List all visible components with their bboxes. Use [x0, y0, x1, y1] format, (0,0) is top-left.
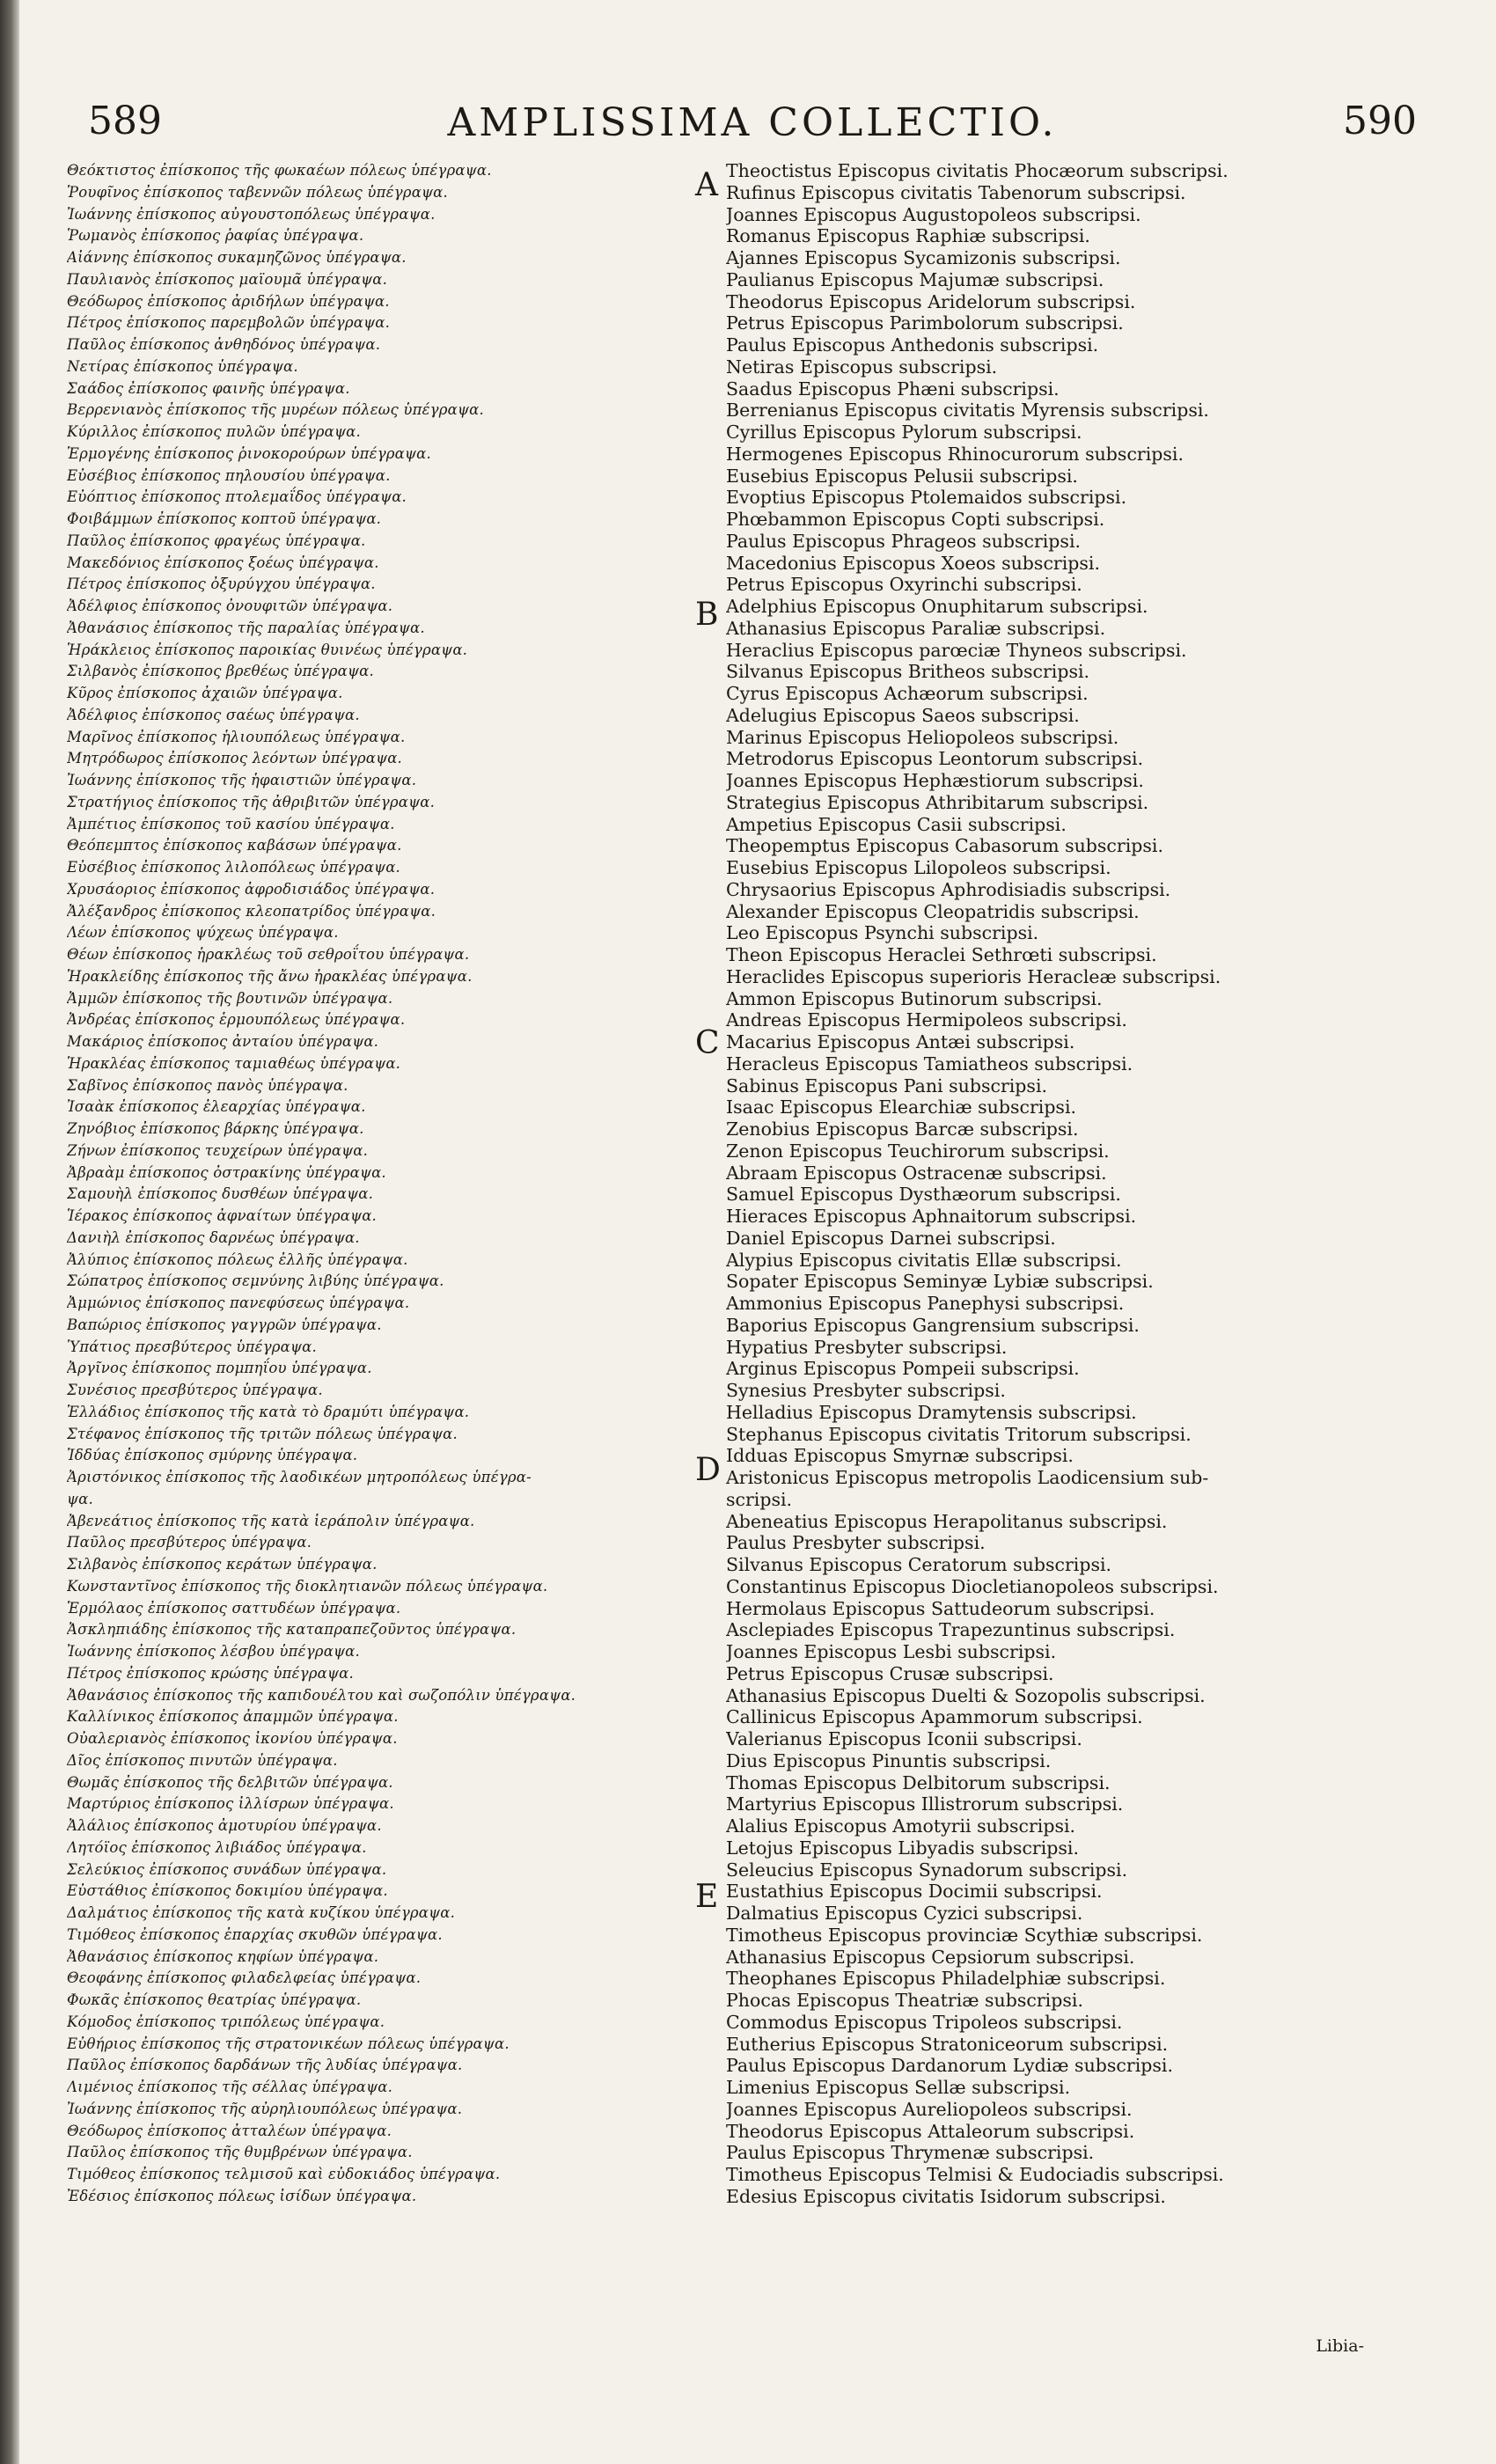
greek-line: Εὐσέβιος ἐπίσκοπος λιλοπόλεως ὑπέγραψα.	[67, 859, 400, 876]
greek-line: Παῦλος ἐπίσκοπος ἀνθηδόνος ὑπέγραψα.	[67, 336, 381, 353]
greek-line: Παῦλος ἐπίσκοπος τῆς θυμβρένων ὑπέγραψα.	[67, 2144, 413, 2161]
latin-line: Adelugius Episcopus Saeos subscripsi.	[726, 704, 1080, 726]
greek-line: Εὐσέβιος ἐπίσκοπος πηλουσίου ὑπέγραψα.	[67, 466, 391, 484]
latin-line: Paulus Presbyter subscripsi.	[726, 1532, 986, 1554]
latin-line: Phocas Episcopus Theatriæ subscripsi.	[726, 1990, 1083, 2011]
latin-line: Eusebius Episcopus Lilopoleos subscripsi.	[726, 857, 1111, 878]
catchword: Libia-	[1316, 2336, 1364, 2356]
section-marker-c: C	[695, 1025, 720, 1061]
latin-line: Samuel Episcopus Dysthæorum subscripsi.	[726, 1184, 1121, 1206]
latin-line: Thomas Episcopus Delbitorum subscripsi.	[726, 1771, 1111, 1793]
latin-line: Commodus Episcopus Tripoleos subscripsi.	[726, 2011, 1123, 2033]
latin-line: Rufinus Episcopus civitatis Tabenorum subscripsi.	[726, 181, 1186, 203]
greek-line: Παυλιανὸς ἐπίσκοπος μαϊουμᾶ ὑπέγραψα.	[67, 270, 388, 288]
greek-line: Ἀλύπιος ἐπίσκοπος πόλεως ἐλλῆς ὑπέγραψα.	[67, 1250, 408, 1268]
greek-column	[67, 160, 683, 2208]
latin-line: Phœbammon Episcopus Copti subscripsi.	[726, 509, 1105, 530]
greek-line: Ἰδδύας ἐπίσκοπος σμύρνης ὑπέγραψα.	[67, 1447, 358, 1464]
latin-line: Macarius Episcopus Antæi subscripsi.	[726, 1031, 1075, 1052]
greek-line: Ἀμπέτιος ἐπίσκοπος τοῦ κασίου ὑπέγραψα.	[67, 815, 395, 832]
greek-line: Ἰωάννης ἐπίσκοπος λέσβου ὑπέγραψα.	[67, 1643, 360, 1660]
latin-line: Metrodorus Episcopus Leontorum subscripsi.	[726, 748, 1144, 770]
latin-line: Romanus Episcopus Raphiæ subscripsi.	[726, 225, 1090, 247]
greek-line: Σώπατρος ἐπίσκοπος σεμνύνης λιβύης ὑπέγραψα.	[67, 1272, 444, 1290]
greek-line: Ἀθανάσιος ἐπίσκοπος τῆς καπιδουέλτου καὶ σωζοπόλιν ὑπέγραψα.	[67, 1686, 576, 1704]
latin-line: Timotheus Episcopus Telmisi & Eudociadis subscripsi.	[726, 2164, 1224, 2185]
latin-line: Idduas Episcopus Smyrnæ subscripsi.	[726, 1445, 1074, 1467]
greek-line: Εὐθήριος ἐπίσκοπος τῆς στρατονικέων πόλεως ὑπέγραψα.	[67, 2035, 510, 2052]
greek-line: Ῥουφῖνος ἐπίσκοπος ταβεννῶν πόλεως ὑπέγραψα.	[67, 183, 448, 201]
latin-line: Saadus Episcopus Phæni subscripsi.	[726, 378, 1060, 400]
latin-line: Constantinus Episcopus Diocletianopoleos subscripsi.	[726, 1575, 1219, 1597]
greek-line: Σιλβανὸς ἐπίσκοπος βρεθέως ὑπέγραψα.	[67, 663, 374, 680]
latin-line: Zenon Episcopus Teuchirorum subscripsi.	[726, 1140, 1110, 1162]
latin-line: Ajannes Episcopus Sycamizonis subscripsi.	[726, 247, 1121, 268]
greek-line: Θωμᾶς ἐπίσκοπος τῆς δελβιτῶν ὑπέγραψα.	[67, 1773, 393, 1791]
latin-line: Theoctistus Episcopus civitatis Phocæorum subscripsi.	[726, 160, 1228, 181]
greek-line: Φωκᾶς ἐπίσκοπος θεατρίας ὑπέγραψα.	[67, 1991, 362, 2008]
latin-line: Joannes Episcopus Hephæstiorum subscripsi.	[726, 770, 1144, 791]
latin-line: Abraam Episcopus Ostracenæ subscripsi.	[726, 1162, 1107, 1184]
greek-line: Ἀλέξανδρος ἐπίσκοπος κλεοπατρίδος ὑπέγραψα.	[67, 902, 436, 920]
greek-line: Ἰωάννης ἐπίσκοπος τῆς ἡφαιστιῶν ὑπέγραψα.	[67, 772, 417, 788]
latin-line: Hermolaus Episcopus Sattudeorum subscripsi.	[726, 1597, 1155, 1619]
latin-line: Strategius Episcopus Athribitarum subscripsi.	[726, 791, 1149, 813]
greek-line: Ἀλάλιος ἐπίσκοπος ἀμοτυρίου ὑπέγραψα.	[67, 1817, 382, 1834]
latin-line: Hermogenes Episcopus Rhinocurorum subscripsi.	[726, 443, 1184, 465]
greek-line: Θεόδωρος ἐπίσκοπος ἀριδήλων ὑπέγραψα.	[67, 292, 390, 310]
greek-line: Ἡρακλείδης ἐπίσκοπος τῆς ἄνω ἡρακλέας ὑπέγραψα.	[67, 967, 473, 985]
greek-line: Δῖος ἐπίσκοπος πινυτῶν ὑπέγραψα.	[67, 1751, 338, 1769]
greek-line: Μαρῖνος ἐπίσκοπος ἡλιουπόλεως ὑπέγραψα.	[67, 728, 406, 745]
latin-line: Heraclides Episcopus superioris Heracleæ subscripsi.	[726, 965, 1221, 987]
latin-line: Theodorus Episcopus Attaleorum subscripsi.	[726, 2120, 1135, 2142]
latin-line: Alalius Episcopus Amotyrii subscripsi.	[726, 1815, 1076, 1837]
greek-line: Ὑπάτιος πρεσβύτερος ὑπέγραψα.	[67, 1338, 317, 1355]
section-marker-e: E	[695, 1879, 719, 1915]
greek-line: Ἀνδρέας ἐπίσκοπος ἑρμουπόλεως ὑπέγραψα.	[67, 1011, 406, 1029]
greek-line: Ἑρμόλαος ἐπίσκοπος σαττυδέων ὑπέγραψα.	[67, 1599, 401, 1617]
page-number-left: 589	[88, 99, 162, 143]
greek-line: ψα.	[67, 1490, 93, 1507]
latin-line: Theodorus Episcopus Aridelorum subscripsi.	[726, 290, 1136, 312]
latin-line: Dius Episcopus Pinuntis subscripsi.	[726, 1749, 1052, 1771]
greek-line: Μαρτύριος ἐπίσκοπος ἰλλίσρων ὑπέγραψα.	[67, 1795, 394, 1813]
latin-line: Seleucius Episcopus Synadorum subscripsi.	[726, 1859, 1128, 1881]
greek-line: Κόμοδος ἐπίσκοπος τριπόλεως ὑπέγραψα.	[67, 2013, 385, 2030]
greek-line: Λητόϊος ἐπίσκοπος λιβιάδος ὑπέγραψα.	[67, 1838, 367, 1856]
latin-line: Paulus Episcopus Dardanorum Lydiæ subscripsi.	[726, 2055, 1173, 2077]
greek-line: Ἰωάννης ἐπίσκοπος αὐγουστοπόλεως ὑπέγραψα.	[67, 205, 436, 223]
greek-line: Λιμένιος ἐπίσκοπος τῆς σέλλας ὑπέγραψα.	[67, 2079, 393, 2095]
latin-line: Joannes Episcopus Lesbi subscripsi.	[726, 1641, 1057, 1662]
greek-line: Μακάριος ἐπίσκοπος ἀνταίου ὑπέγραψα.	[67, 1033, 379, 1050]
latin-line: Sabinus Episcopus Pani subscripsi.	[726, 1074, 1048, 1096]
greek-line: Θέων ἐπίσκοπος ἡρακλέως τοῦ σεθροΐτου ὑπέγραψα.	[67, 946, 470, 963]
greek-line: Ἀμμώνιος ἐπίσκοπος πανεφύσεως ὑπέγραψα.	[67, 1294, 410, 1311]
latin-line: Hypatius Presbyter subscripsi.	[726, 1336, 1008, 1358]
greek-line: Ἑλλάδιος ἐπίσκοπος τῆς κατὰ τὸ δραμύτι ὑπέγραψα.	[67, 1403, 470, 1420]
greek-line: Νετίρας ἐπίσκοπος ὑπέγραψα.	[67, 357, 298, 375]
greek-line: Ἀσκληπιάδης ἐπίσκοπος τῆς καταπραπεζοῦντος ὑπέγραψα.	[67, 1621, 517, 1639]
latin-line: Ammonius Episcopus Panephysi subscripsi.	[726, 1293, 1125, 1314]
latin-line: Letojus Episcopus Libyadis subscripsi.	[726, 1837, 1080, 1859]
latin-line: Abeneatius Episcopus Herapolitanus subscripsi.	[726, 1510, 1168, 1532]
latin-line: Theophanes Episcopus Philadelphiæ subscripsi.	[726, 1968, 1166, 1990]
page-number-right: 590	[1343, 99, 1417, 143]
latin-line: Theopemptus Episcopus Cabasorum subscripsi.	[726, 835, 1163, 857]
latin-line: Alexander Episcopus Cleopatridis subscripsi.	[726, 900, 1140, 922]
greek-line: Θεόδωρος ἐπίσκοπος ἀτταλέων ὑπέγραψα.	[67, 2122, 392, 2139]
greek-line: Βερρενιανὸς ἐπίσκοπος τῆς μυρέων πόλεως ὑπέγραψα.	[67, 401, 484, 419]
latin-line: Alypius Episcopus civitatis Ellæ subscripsi.	[726, 1249, 1122, 1271]
latin-line: Asclepiades Episcopus Trapezuntinus subscripsi.	[726, 1619, 1176, 1641]
latin-line: Petrus Episcopus Oxyrinchi subscripsi.	[726, 574, 1082, 596]
latin-line: Ampetius Episcopus Casii subscripsi.	[726, 813, 1067, 835]
greek-line: Σελεύκιος ἐπίσκοπος συνάδων ὑπέγραψα.	[67, 1860, 387, 1878]
latin-line: Macedonius Episcopus Xoeos subscripsi.	[726, 552, 1101, 574]
greek-line: Παῦλος πρεσβύτερος ὑπέγραψα.	[67, 1534, 312, 1551]
section-marker-a: A	[695, 167, 718, 203]
greek-line: Τιμόθεος ἐπίσκοπος τελμισοῦ καὶ εὐδοκιάδος ὑπέγραψα.	[67, 2166, 501, 2182]
greek-line: Ἰωάννης ἐπίσκοπος τῆς αὐρηλιουπόλεως ὑπέγραψα.	[67, 2100, 463, 2117]
greek-line: Θεόπεμπτος ἐπίσκοπος καβάσων ὑπέγραψα.	[67, 837, 402, 854]
greek-line: Ζηνόβιος ἐπίσκοπος βάρκης ὑπέγραψα.	[67, 1120, 364, 1137]
greek-line: Ῥωμανὸς ἐπίσκοπος ῥαφίας ὑπέγραψα.	[67, 227, 364, 245]
greek-line: Στρατήγιος ἐπίσκοπος τῆς ἀθριβιτῶν ὑπέγραψα.	[67, 793, 436, 810]
latin-line: Silvanus Episcopus Britheos subscripsi.	[726, 661, 1090, 683]
greek-line: Κωνσταντῖνος ἐπίσκοπος τῆς διοκλητιανῶν πόλεως ὑπέγραψα.	[67, 1577, 548, 1595]
section-marker-d: D	[695, 1452, 721, 1488]
latin-line: Leo Episcopus Psynchi subscripsi.	[726, 922, 1039, 944]
greek-line: Πέτρος ἐπίσκοπος κρώσης ὑπέγραψα.	[67, 1664, 354, 1682]
greek-line: Στέφανος ἐπίσκοπος τῆς τριτῶν πόλεως ὑπέγραψα.	[67, 1425, 458, 1442]
page-header	[88, 99, 1417, 160]
latin-line: Isaac Episcopus Elearchiæ subscripsi.	[726, 1096, 1077, 1118]
latin-line: Evoptius Episcopus Ptolemaidos subscripsi.	[726, 487, 1127, 509]
latin-line: Athanasius Episcopus Paraliæ subscripsi.	[726, 617, 1106, 639]
greek-line: Ἰσαὰκ ἐπίσκοπος ἐλεαρχίας ὑπέγραψα.	[67, 1098, 366, 1116]
greek-line: Σαάδος ἐπίσκοπος φαινῆς ὑπέγραψα.	[67, 379, 350, 397]
latin-line: Cyrillus Episcopus Pylorum subscripsi.	[726, 422, 1082, 443]
latin-line: Martyrius Episcopus Illistrorum subscripsi.	[726, 1793, 1124, 1815]
greek-line: Εὐστάθιος ἐπίσκοπος δοκιμίου ὑπέγραψα.	[67, 1882, 388, 1900]
greek-line: Πέτρος ἐπίσκοπος ὀξυρύγχου ὑπέγραψα.	[67, 576, 376, 593]
latin-line: Chrysaorius Episcopus Aphrodisiadis subscripsi.	[726, 878, 1171, 900]
latin-line: Helladius Episcopus Dramytensis subscripsi.	[726, 1401, 1137, 1423]
greek-line: Βαπώριος ἐπίσκοπος γαγγρῶν ὑπέγραψα.	[67, 1316, 382, 1333]
greek-line: Θεοφάνης ἐπίσκοπος φιλαδελφείας ὑπέγραψα.	[67, 1969, 422, 1987]
greek-line: Ἀριστόνικος ἐπίσκοπος τῆς λαοδικέων μητροπόλεως ὑπέγρα-	[67, 1469, 532, 1485]
greek-line: Τιμόθεος ἐπίσκοπος ἐπαρχίας σκυθῶν ὑπέγραψα.	[67, 1925, 443, 1943]
latin-line: Dalmatius Episcopus Cyzici subscripsi.	[726, 1903, 1083, 1924]
greek-line: Παῦλος ἐπίσκοπος δαρδάνων τῆς λυδίας ὑπέγραψα.	[67, 2057, 463, 2074]
greek-line: Κύριλλος ἐπίσκοπος πυλῶν ὑπέγραψα.	[67, 423, 361, 440]
greek-line: Ἑρμογένης ἐπίσκοπος ῥινοκορούρων ὑπέγραψα.	[67, 444, 431, 462]
greek-line: Ἱέρακος ἐπίσκοπος ἀφναίτων ὑπέγραψα.	[67, 1207, 377, 1224]
greek-line: Ἀθανάσιος ἐπίσκοπος τῆς παραλίας ὑπέγραψα.	[67, 619, 425, 636]
latin-line: Heraclius Episcopus parœciæ Thyneos subscripsi.	[726, 639, 1187, 661]
latin-line: Hieraces Episcopus Aphnaitorum subscripsi.	[726, 1206, 1137, 1227]
greek-line: Καλλίνικος ἐπίσκοπος ἀπαμμῶν ὑπέγραψα.	[67, 1708, 399, 1726]
latin-line: Daniel Episcopus Darnei subscripsi.	[726, 1227, 1056, 1249]
latin-line: Athanasius Episcopus Cepsiorum subscripsi.	[726, 1946, 1135, 1968]
greek-line: Παῦλος ἐπίσκοπος φραγέως ὑπέγραψα.	[67, 532, 366, 549]
latin-line: Berrenianus Episcopus civitatis Myrensis subscripsi.	[726, 400, 1209, 422]
latin-line: Callinicus Episcopus Apammorum subscripsi.	[726, 1706, 1143, 1728]
greek-line: Δανιὴλ ἐπίσκοπος δαρνέως ὑπέγραψα.	[67, 1228, 360, 1246]
greek-line: Σαβῖνος ἐπίσκοπος πανὸς ὑπέγραψα.	[67, 1076, 348, 1094]
greek-line: Πέτρος ἐπίσκοπος παρεμβολῶν ὑπέγραψα.	[67, 314, 391, 332]
latin-line: Netiras Episcopus subscripsi.	[726, 356, 998, 378]
latin-column	[726, 160, 1333, 2208]
latin-line: Heracleus Episcopus Tamiatheos subscripsi.	[726, 1052, 1133, 1074]
greek-line: Χρυσάοριος ἐπίσκοπος ἀφροδισιάδος ὑπέγραψα.	[67, 880, 436, 898]
latin-line: Paulianus Episcopus Majumæ subscripsi.	[726, 268, 1104, 290]
latin-line: scripsi.	[726, 1488, 793, 1510]
greek-line: Ἀργῖνος ἐπίσκοπος πομπηΐου ὑπέγραψα.	[67, 1360, 372, 1377]
latin-line: Baporius Episcopus Gangrensium subscripsi.	[726, 1314, 1140, 1336]
greek-line: Κῦρος ἐπίσκοπος ἀχαιῶν ὑπέγραψα.	[67, 685, 343, 701]
latin-line: Adelphius Episcopus Onuphitarum subscripsi.	[726, 596, 1148, 617]
latin-line: Edesius Episcopus civitatis Isidorum subscripsi.	[726, 2185, 1166, 2207]
greek-line: Ἡρακλέας ἐπίσκοπος ταμιαθέως ὑπέγραψα.	[67, 1054, 401, 1072]
greek-line: Ἐδέσιος ἐπίσκοπος πόλεως ἰσίδων ὑπέγραψα.	[67, 2187, 417, 2204]
greek-line: Φοιβάμμων ἐπίσκοπος κοπτοῦ ὑπέγραψα.	[67, 510, 382, 527]
running-title: AMPLISSIMA COLLECTIO.	[447, 100, 1058, 145]
greek-line: Λέων ἐπίσκοπος ψύχεως ὑπέγραψα.	[67, 924, 339, 942]
latin-line: Andreas Episcopus Hermipoleos subscripsi.	[726, 1009, 1127, 1031]
latin-line: Aristonicus Episcopus metropolis Laodicensium sub-	[726, 1467, 1209, 1488]
greek-line: Οὐαλεριανὸς ἐπίσκοπος ἰκονίου ὑπέγραψα.	[67, 1730, 398, 1747]
greek-line: Ἡράκλειος ἐπίσκοπος παροικίας θυινέως ὑπέγραψα.	[67, 641, 468, 658]
latin-line: Eutherius Episcopus Stratoniceorum subscripsi.	[726, 2033, 1169, 2055]
greek-line: Ἀβενεάτιος ἐπίσκοπος τῆς κατὰ ἱεράπολιν ὑπέγραψα.	[67, 1512, 475, 1529]
latin-line: Eustathius Episcopus Docimii subscripsi.	[726, 1881, 1103, 1903]
greek-line: Ζήνων ἐπίσκοπος τευχείρων ὑπέγραψα.	[67, 1141, 369, 1159]
latin-line: Eusebius Episcopus Pelusii subscripsi.	[726, 465, 1078, 487]
latin-line: Ammon Episcopus Butinorum subscripsi.	[726, 987, 1103, 1009]
latin-line: Paulus Episcopus Anthedonis subscripsi.	[726, 334, 1099, 356]
latin-line: Paulus Episcopus Phrageos subscripsi.	[726, 530, 1082, 552]
greek-line: Μητρόδωρος ἐπίσκοπος λεόντων ὑπέγραψα.	[67, 750, 402, 767]
greek-line: Συνέσιος πρεσβύτερος ὑπέγραψα.	[67, 1382, 323, 1398]
greek-line: Μακεδόνιος ἐπίσκοπος ξοέως ὑπέγραψα.	[67, 554, 379, 571]
latin-line: Synesius Presbyter subscripsi.	[726, 1380, 1006, 1401]
latin-line: Petrus Episcopus Parimbolorum subscripsi.	[726, 312, 1124, 334]
greek-line: Ἀμμῶν ἐπίσκοπος τῆς βουτινῶν ὑπέγραψα.	[67, 989, 393, 1007]
latin-line: Zenobius Episcopus Barcæ subscripsi.	[726, 1118, 1079, 1140]
latin-line: Theon Episcopus Heraclei Sethrœti subscripsi.	[726, 944, 1157, 965]
section-marker-b: B	[695, 597, 719, 633]
greek-line: Σαμουὴλ ἐπίσκοπος δυσθέων ὑπέγραψα.	[67, 1185, 374, 1203]
latin-line: Paulus Episcopus Thrymenæ subscripsi.	[726, 2142, 1095, 2164]
greek-line: Ἀβραὰμ ἐπίσκοπος ὀστρακίνης ὑπέγραψα.	[67, 1163, 386, 1181]
latin-line: Joannes Episcopus Augustopoleos subscripsi.	[726, 203, 1141, 225]
latin-line: Arginus Episcopus Pompeii subscripsi.	[726, 1358, 1080, 1380]
latin-line: Cyrus Episcopus Achæorum subscripsi.	[726, 683, 1089, 704]
latin-line: Silvanus Episcopus Ceratorum subscripsi.	[726, 1554, 1112, 1575]
greek-line: Θεόκτιστος ἐπίσκοπος τῆς φωκαέων πόλεως ὑπέγραψα.	[67, 162, 492, 179]
latin-line: Valerianus Episcopus Iconii subscripsi.	[726, 1728, 1082, 1749]
greek-line: Ἀδέλφιος ἐπίσκοπος ὀνουφιτῶν ὑπέγραψα.	[67, 598, 393, 614]
latin-line: Petrus Episcopus Crusæ subscripsi.	[726, 1662, 1054, 1684]
latin-line: Stephanus Episcopus civitatis Tritorum subscripsi.	[726, 1423, 1192, 1445]
latin-line: Timotheus Episcopus provinciæ Scythiæ subscripsi.	[726, 1924, 1203, 1946]
latin-line: Athanasius Episcopus Duelti & Sozopolis subscripsi.	[726, 1684, 1206, 1706]
latin-line: Joannes Episcopus Aureliopoleos subscripsi.	[726, 2098, 1133, 2120]
greek-line: Αἰάννης ἐπίσκοπος συκαμηζῶνος ὑπέγραψα.	[67, 249, 407, 266]
latin-line: Limenius Episcopus Sellæ subscripsi.	[726, 2077, 1071, 2098]
greek-line: Δαλμάτιος ἐπίσκοπος τῆς κατὰ κυζίκου ὑπέγραψα.	[67, 1904, 456, 1921]
greek-line: Σιλβανὸς ἐπίσκοπος κεράτων ὑπέγραψα.	[67, 1556, 378, 1573]
greek-line: Ἀδέλφιος ἐπίσκοπος σαέως ὑπέγραψα.	[67, 706, 360, 723]
greek-line: Ἀθανάσιος ἐπίσκοπος κηφίων ὑπέγραψα.	[67, 1947, 379, 1965]
book-spine-shadow	[0, 0, 19, 2464]
latin-line: Marinus Episcopus Heliopoleos subscripsi.	[726, 726, 1119, 748]
greek-line: Εὐόπτιος ἐπίσκοπος πτολεμαΐδος ὑπέγραψα.	[67, 488, 407, 506]
latin-line: Sopater Episcopus Seminyæ Lybiæ subscripsi.	[726, 1271, 1154, 1293]
